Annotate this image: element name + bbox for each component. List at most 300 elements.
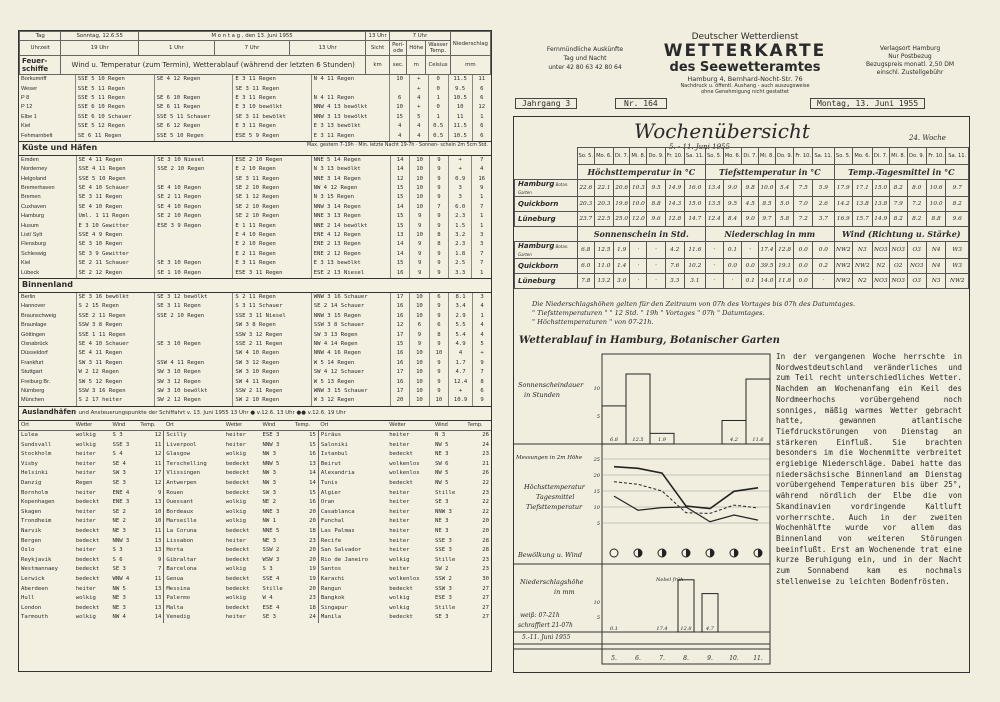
value-cell: 20.3 <box>595 197 614 212</box>
ausland-cell: Danzig <box>21 480 42 487</box>
table-row <box>19 594 491 604</box>
ausland-cell: wolkig <box>75 432 96 439</box>
station-label: Lüneburg <box>515 274 578 289</box>
value-cell: 0.0 <box>723 259 742 274</box>
ausland-cell: 13 <box>154 499 162 506</box>
ausland-cell: NNE 3 <box>262 508 280 515</box>
obs-value: 4 <box>409 94 428 103</box>
table-row <box>19 340 491 349</box>
obs-13uhr: WNW 3 16 Schauer <box>311 293 390 302</box>
ausland-cell: SSE 4 <box>262 576 280 582</box>
label-uhrzeit: Uhrzeit <box>20 41 61 56</box>
ausland-cell: Stockholm <box>21 451 52 458</box>
value-cell: N4 <box>926 259 946 274</box>
obs-value: 10 <box>410 377 429 386</box>
value-cell: 0.0 <box>813 242 834 259</box>
obs-value: 9 <box>429 221 448 230</box>
x-day-label: 5. <box>611 655 617 662</box>
obs-1uhr: SE 2 11 Regen <box>155 193 233 202</box>
ausland-cell: 16 <box>309 499 316 506</box>
obs-value: 17 <box>390 387 409 396</box>
obs-value: 4.7 <box>449 368 473 377</box>
ausland-subtitle: und Ansteuerungspunkte der Schiffahrt v. 13. Juni 1955 13 Uhr ● v.12.6. 13 Uhr ●● v.12.6. 19 Uhr <box>78 409 346 416</box>
sun-tick: 10 <box>593 386 600 392</box>
ausland-cell: Alexandria <box>318 469 387 479</box>
value-cell: 1.4 <box>613 259 629 274</box>
section-title: Höchsttemperatur in °C <box>577 165 706 180</box>
masthead-note-1: Nachdruck u. öffentl. Aushang - auch auszugsweise <box>680 83 810 89</box>
value-cell: NO3 <box>889 242 907 259</box>
ausland-section-title <box>19 406 491 421</box>
obs-value: 7 <box>473 368 491 377</box>
feuer-title: Feuer-schiffe <box>20 56 61 75</box>
value-cell: 16.9 <box>834 212 852 227</box>
station-name: Hamburg <box>21 213 45 220</box>
obs-value: 6 <box>429 321 448 330</box>
obs-value: 14 <box>390 250 410 259</box>
ausland-cell: NW 3 <box>262 480 276 487</box>
ausland-cell: S 3 <box>262 566 273 573</box>
obs-value: 12 <box>472 103 491 112</box>
ausland-cell: 13 <box>154 595 162 602</box>
day-header: Fr. 10. <box>794 148 813 165</box>
label-mittel: Tagesmittel <box>536 493 575 501</box>
value-cell: 5.8 <box>775 212 793 227</box>
table-row <box>19 359 491 368</box>
ausland-cell: 15 <box>309 489 316 496</box>
value-cell: 10.0 <box>758 180 775 197</box>
ausland-cell: bedeckt <box>225 470 250 477</box>
obs-value: 4 <box>409 122 428 131</box>
value-cell: 15.0 <box>872 180 889 197</box>
obs-7uhr: E 3 11 Regen <box>233 75 311 84</box>
ausland-cell: heiter <box>75 518 96 525</box>
obs-1uhr <box>155 240 233 249</box>
obs-value: 6 <box>472 122 491 131</box>
obs-value: 9 <box>410 268 430 277</box>
ausland-cell: Oslo <box>21 547 35 554</box>
value-cell: 13.8 <box>872 197 889 212</box>
obs-7uhr: SE 2 10 Regen <box>233 203 311 212</box>
ausland-cell: wolkig <box>75 614 96 621</box>
sun-data-row <box>515 259 969 274</box>
obs-1uhr: SE 4 10 Regen <box>155 184 233 193</box>
station-name: Helgoland <box>21 175 47 182</box>
ausland-cell: NW 4 <box>112 614 126 621</box>
ausland-cell: bedeckt <box>225 480 250 487</box>
ausland-cell: NE 3 <box>112 528 126 535</box>
obs-value: 7 <box>429 203 448 212</box>
value-cell: · <box>706 242 724 259</box>
obs-7uhr: SE 3 11 Regen <box>233 175 311 184</box>
ausland-cell: ENE 3 <box>112 499 130 506</box>
obs-19uhr: SSE 5 10 Regen <box>76 175 155 184</box>
ausland-col-header: Ort <box>19 421 74 431</box>
value-cell: 9.6 <box>647 212 665 227</box>
ausland-cell: bedeckt <box>75 566 100 573</box>
publisher-line-2: Nur Postbezug <box>888 53 932 60</box>
ausland-cell: heiter <box>75 585 96 592</box>
obs-value: 9 <box>429 193 448 202</box>
ausland-cell: wolkig <box>225 451 246 458</box>
ausland-cell: Stille <box>434 604 456 611</box>
ausland-cell: 13 <box>154 585 162 592</box>
temp-series-line <box>614 496 758 522</box>
obs-13uhr: SE 2 14 Schauer <box>311 302 390 311</box>
obs-13uhr: W 5 14 Regen <box>311 359 390 368</box>
value-cell: 0.0 <box>794 274 813 289</box>
obs-1uhr: SE 3 10 Regen <box>155 259 233 268</box>
obs-13uhr: N 4 11 Regen <box>311 94 390 103</box>
value-cell: 8.2 <box>889 180 907 197</box>
obs-value: 7 <box>472 156 491 165</box>
table-row <box>19 321 491 330</box>
ausland-cell: 23 <box>482 451 489 458</box>
head-sicht: Sicht <box>366 41 390 56</box>
station-name: Stuttgart <box>21 369 43 376</box>
station-name: Berlin <box>21 294 36 300</box>
value-cell: 12.8 <box>775 242 793 259</box>
obs-value: 10 <box>429 396 448 405</box>
ausland-cell: NW 5 <box>434 480 449 487</box>
obs-value: 9 <box>410 259 430 268</box>
obs-7uhr: SE 2 10 Regen <box>233 184 311 193</box>
obs-value: 15 <box>390 193 410 202</box>
obs-value: 9 <box>429 268 448 277</box>
obs-13uhr: NNW 4 16 Regen <box>311 349 390 358</box>
issue-bar <box>515 98 967 110</box>
ausland-cell: SE 3 <box>262 614 276 621</box>
value-cell: 9.5 <box>647 180 665 197</box>
weekly-overview-box <box>513 116 970 673</box>
value-cell: 13.2 <box>595 274 614 289</box>
value-cell: · <box>742 242 758 259</box>
obs-value: 16 <box>390 377 409 386</box>
masthead-note-2: ohne Genehmigung nicht gestattet <box>701 89 789 95</box>
table-row <box>19 268 491 277</box>
value-cell: N4 <box>926 242 946 259</box>
value-cell: O3 <box>907 242 926 259</box>
table-row <box>19 113 491 122</box>
value-cell: 12.8 <box>665 212 684 227</box>
ausland-header-row <box>19 421 491 431</box>
obs-7uhr: SE 1 12 Regen <box>233 193 311 202</box>
value-cell: 5.4 <box>775 180 793 197</box>
issue-jahrgang: Jahrgang 3 <box>515 98 577 109</box>
ausland-cell: Oran <box>318 498 387 508</box>
obs-7uhr: SSE 2 11 Regen <box>233 340 311 349</box>
obs-value: 16 <box>472 175 491 184</box>
value-cell: 3.0 <box>613 274 629 289</box>
obs-13uhr: ESE 2 13 Niesel <box>311 268 390 277</box>
obs-13uhr: NW 4 14 Regen <box>311 340 390 349</box>
ausland-cell: bedeckt <box>225 556 250 563</box>
ausland-cell: 19 <box>309 576 316 582</box>
ausland-cell: NE 2 <box>112 518 126 525</box>
value-cell: 8.2 <box>889 212 907 227</box>
head-7uhr: 7 Uhr <box>390 32 451 41</box>
ausland-cell: wolkig <box>75 441 96 448</box>
precip-bar <box>678 580 694 632</box>
obs-value: 6 <box>472 84 491 93</box>
station-name: Düsseldorf <box>21 350 48 357</box>
ausland-col-header: Temp. <box>293 421 319 431</box>
day-header: Sa. 11. <box>684 148 705 165</box>
ausland-col-header: Temp. <box>138 421 164 431</box>
obs-19uhr: SSE 6 10 Regen <box>75 103 154 112</box>
table-row <box>19 377 491 386</box>
head-mm: mm <box>450 56 490 75</box>
obs-value: 0.9 <box>448 175 471 184</box>
publisher-block <box>850 45 970 77</box>
label-schraff: schraffiert 21-07h <box>518 622 573 629</box>
x-day-label: 9. <box>707 655 713 662</box>
obs-13uhr: E 3 13 bewölkt <box>311 122 390 131</box>
obs-13uhr: N 4 11 Regen <box>311 75 390 84</box>
obs-7uhr: E 2 11 Regen <box>233 250 311 259</box>
obs-19uhr: SSE 1 11 Regen <box>76 330 154 339</box>
obs-19uhr: SW 5 12 Regen <box>76 377 154 386</box>
sun-bar-label: 6.8 <box>610 437 618 443</box>
value-cell: 20.6 <box>613 180 629 197</box>
ausland-cell: 10 <box>154 508 162 515</box>
ausland-cell: ESE 3 <box>262 432 280 439</box>
obs-19uhr: SSE 6 10 Schauer <box>75 113 154 122</box>
obs-value: 1 <box>472 268 491 277</box>
obs-19uhr: SSE 2 11 Regen <box>76 312 154 321</box>
value-cell: 9.7 <box>946 180 969 197</box>
obs-19uhr: SE 3 11 Regen <box>76 193 155 202</box>
obs-value: 1 <box>473 312 491 321</box>
ausland-cell: heiter <box>225 537 246 544</box>
ausland-cell: Antwerpen <box>164 479 224 489</box>
value-cell: NO3 <box>907 259 926 274</box>
ausland-cell: NW 3 <box>262 470 276 477</box>
table-row <box>19 368 491 377</box>
value-cell: 10.6 <box>926 180 946 197</box>
ausland-cell: Bordeaux <box>164 508 224 518</box>
day-header: Do. 9. <box>907 148 926 165</box>
obs-value: 11 <box>448 113 472 122</box>
ausland-col-header: Temp. <box>465 421 491 431</box>
ausland-cell: heiter <box>389 518 410 525</box>
value-cell: 8.5 <box>758 197 775 212</box>
table-row <box>19 193 491 202</box>
value-cell: 10.0 <box>630 197 647 212</box>
table-row <box>19 431 491 441</box>
ausland-cell: La Coruna <box>164 527 224 537</box>
value-cell: 14.9 <box>872 212 889 227</box>
weekly-title: Wochenübersicht <box>634 119 810 143</box>
obs-value: 16 <box>390 268 410 277</box>
obs-value: 10 <box>410 231 430 240</box>
obs-7uhr: SW 3 8 Regen <box>233 321 311 330</box>
spacer <box>515 165 578 180</box>
obs-value: 14 <box>390 240 410 249</box>
ausland-cell: 22 <box>482 480 489 487</box>
value-cell: 13.5 <box>706 197 724 212</box>
obs-value: 2.5 <box>448 259 471 268</box>
table-row <box>19 330 491 339</box>
obs-13uhr <box>311 84 390 93</box>
day-header-row <box>515 148 969 165</box>
obs-value: 10 <box>390 103 409 112</box>
obs-19uhr: SSE 4 11 Regen <box>76 165 155 174</box>
obs-value: 6 <box>472 131 491 140</box>
header-monday: M o n t a g , den 13. Juni 1955 <box>139 32 366 41</box>
ausland-col-header: Ort <box>164 421 224 431</box>
ausland-cell: bedeckt <box>75 528 100 535</box>
kueste-col-sun: Sonnen- schein 2m 5cm Std. <box>419 142 488 148</box>
obs-7uhr: ESE 2 10 Regen <box>233 156 311 165</box>
obs-value: 1 <box>472 212 491 221</box>
obs-7uhr: SSE 3 11 Niesel <box>233 312 311 321</box>
precip-label: 12.8 <box>680 626 692 632</box>
ausland-cell: 12 <box>154 451 162 458</box>
ausland-cell: SW 3 <box>112 470 126 477</box>
chart-frame <box>602 354 770 664</box>
ausland-cell: NE 3 <box>434 528 449 535</box>
obs-19uhr: SE 2 12 Regen <box>76 268 155 277</box>
table-row <box>19 156 491 165</box>
ausland-cell: bedeckt <box>225 547 250 554</box>
ausland-cell: Lulea <box>21 432 38 439</box>
ausland-cell: SSW 2 <box>434 576 452 582</box>
obs-1uhr: SE 6 11 Regen <box>154 103 233 112</box>
table-row <box>19 240 491 249</box>
value-cell: 23.7 <box>577 212 595 227</box>
ausland-cell: Saloniki <box>318 441 387 451</box>
obs-19uhr: S 2 15 Regen <box>76 302 154 311</box>
value-cell: 8.0 <box>907 180 926 197</box>
ausland-cell: SE 3 <box>434 499 449 506</box>
obs-value: 3 <box>472 240 491 249</box>
ausland-cell: 11 <box>154 441 162 448</box>
obs-13uhr: SSW 3 8 Schauer <box>311 321 390 330</box>
obs-value: 10 <box>410 359 429 368</box>
label-hoechst: Höchsttemperatur <box>524 483 585 491</box>
value-cell: 3.7 <box>813 212 834 227</box>
ausland-cell: Istanbul <box>318 450 387 460</box>
value-cell: NO3 <box>889 274 907 289</box>
temp-data-row <box>515 180 969 197</box>
obs-value: 11.5 <box>448 122 472 131</box>
value-cell: · <box>647 242 665 259</box>
value-cell: NW2 <box>834 274 852 289</box>
station-label: Quickborn <box>515 197 578 212</box>
ausland-cell: Westmannaey <box>21 566 59 573</box>
ausland-cell: 20 <box>482 518 489 525</box>
station-name: Nürnberg <box>21 387 45 394</box>
ausland-cell: SSE 3 <box>434 537 452 544</box>
obs-value: 5 <box>409 113 428 122</box>
station-name: Borkumriff <box>21 76 47 83</box>
temp-data-row <box>515 197 969 212</box>
obs-value: 9 <box>410 221 430 230</box>
value-cell: 11.8 <box>775 274 793 289</box>
ausland-cell: Las Palmas <box>318 527 387 537</box>
table-row <box>19 396 491 405</box>
ausland-cell: S 3 <box>112 432 123 439</box>
obs-19uhr: SSE 5 11 Regen <box>75 84 154 93</box>
value-cell: 39.5 <box>758 259 775 274</box>
obs-value: 1 <box>472 221 491 230</box>
ausland-cell: Gibraltar <box>164 556 224 566</box>
table-row <box>19 546 491 556</box>
sun-bar <box>746 379 770 444</box>
value-cell: 4.5 <box>742 197 758 212</box>
ausland-table <box>19 421 491 623</box>
obs-1uhr: SE 3 10 Niesel <box>155 156 233 165</box>
obs-19uhr: SE 3 16 bewölkt <box>76 293 154 302</box>
obs-value: 15 <box>390 184 410 193</box>
obs-value: 4 <box>473 302 491 311</box>
value-cell: 15.0 <box>684 197 705 212</box>
ausland-col-header: Wetter <box>224 421 261 431</box>
obs-13uhr: E 3 13 bewölkt <box>311 259 390 268</box>
obs-value: 14 <box>390 156 410 165</box>
binnen-section-title: Binnenland <box>19 278 491 293</box>
ausland-cell: Tarmouth <box>21 614 48 621</box>
table-row <box>19 585 491 595</box>
table-row <box>19 165 491 174</box>
obs-value: 9 <box>473 359 491 368</box>
obs-value: 17 <box>390 330 409 339</box>
obs-19uhr: SE 4 10 Schauer <box>76 340 154 349</box>
obs-19uhr: SW 3 11 Regen <box>76 359 154 368</box>
value-cell: 16.0 <box>684 180 705 197</box>
day-header: Mo. 6. <box>723 148 742 165</box>
ausland-cell: heiter <box>389 528 410 535</box>
obs-1uhr: SE 6 12 Regen <box>154 122 233 131</box>
obs-value: + <box>409 75 428 84</box>
ausland-cell: bedeckt <box>225 489 250 496</box>
value-cell: W3 <box>946 242 969 259</box>
ausland-cell: heiter <box>389 547 410 554</box>
ausland-cell: heiter <box>75 470 96 477</box>
obs-value: 10 <box>390 75 409 84</box>
obs-value: 11.5 <box>448 75 472 84</box>
ausland-cell: Barcelona <box>164 565 224 575</box>
ausland-cell: Manila <box>318 613 387 623</box>
ausland-cell: bedeckt <box>389 614 413 621</box>
ausland-cell: heiter <box>389 508 410 515</box>
value-cell: 19.6 <box>613 197 629 212</box>
ausland-cell: 24 <box>309 614 316 621</box>
table-row <box>19 302 491 311</box>
ausland-cell: Glasgow <box>164 450 224 460</box>
note-1: Die Niederschlagshöhen gelten für den Zeitraum von 07h des Vortages bis 07h des Datumtages. <box>532 300 856 308</box>
ausland-cell: SW 6 <box>434 460 449 467</box>
station-name: München <box>21 397 45 404</box>
station-name: Hannover <box>21 303 46 310</box>
ausland-cell: Scilly <box>164 431 224 441</box>
obs-1uhr <box>155 231 233 240</box>
time-13uhr: 13 Uhr <box>290 41 366 56</box>
value-cell: 20.3 <box>577 197 595 212</box>
obs-value: 9 <box>429 368 448 377</box>
ausland-cell: SE 2 <box>112 508 126 515</box>
obs-value: 9 <box>410 240 430 249</box>
kueste-section-title <box>19 141 491 156</box>
obs-1uhr: SE 1 10 Regen <box>155 268 233 277</box>
day-header: Mi. 8. <box>758 148 775 165</box>
time-1uhr: 1 Uhr <box>139 41 215 56</box>
section-title: Temp.-Tagesmittel in °C <box>834 165 968 180</box>
ausland-cell: 26 <box>482 470 489 477</box>
value-cell: 9.0 <box>742 212 758 227</box>
ausland-cell: 13 <box>309 460 316 467</box>
